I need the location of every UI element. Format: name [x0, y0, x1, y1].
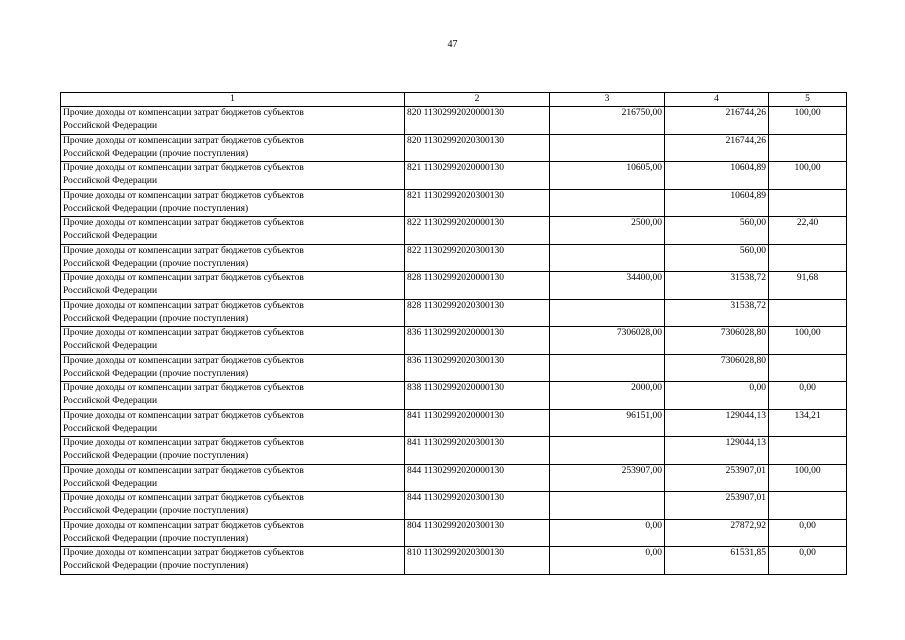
header-row: [61, 93, 847, 107]
budget-code-cell: 810 11302992020300130: [405, 547, 550, 575]
income-name-line-1: Прочие доходы от компенсации затрат бюджетов субъектов: [63, 438, 304, 448]
table-row: [61, 189, 847, 217]
income-name-cell: [61, 519, 405, 547]
income-name-line-2: Российской Федерации (прочие поступления): [63, 203, 249, 214]
planned-amount-cell: 0,00: [550, 547, 665, 575]
planned-amount-cell: [550, 299, 665, 327]
income-name-cell: [61, 299, 405, 327]
income-name-line-1: Прочие доходы от компенсации затрат бюджетов субъектов: [63, 520, 304, 531]
income-name-line-1: Прочие доходы от компенсации затрат бюджетов субъектов: [63, 355, 304, 366]
income-name-line-2: Российской Федерации (прочие поступления): [63, 533, 249, 544]
actual-amount-cell: 27872,92: [665, 519, 769, 547]
income-name-line-1: Прочие доходы от компенсации затрат бюджетов субъектов: [63, 108, 304, 118]
execution-percent-cell: 100,00: [769, 327, 847, 355]
budget-code-cell: 820 11302992020300130: [405, 134, 550, 162]
budget-code-cell: 821 11302992020000130: [405, 162, 550, 190]
income-name-line-2: Российской Федерации: [63, 396, 158, 406]
execution-percent-cell: [769, 299, 847, 327]
execution-percent-cell: [769, 354, 847, 382]
table-row: [61, 217, 847, 245]
budget-code-cell: 822 11302992020000130: [405, 217, 550, 245]
execution-percent-cell: 0,00: [769, 382, 847, 410]
actual-amount-cell: 253907,01: [665, 464, 769, 492]
actual-amount-cell: 216744,26: [665, 134, 769, 162]
table-row: [61, 437, 847, 465]
budget-code-cell: 821 11302992020300130: [405, 189, 550, 217]
execution-percent-cell: [769, 437, 847, 465]
planned-amount-cell: 2500,00: [550, 217, 665, 245]
income-name-line-1: Прочие доходы от компенсации затрат бюджетов субъектов: [63, 493, 304, 503]
table-row: [61, 244, 847, 272]
income-name-cell: [61, 162, 405, 190]
income-name-cell: [61, 134, 405, 162]
income-name-cell: [61, 409, 405, 437]
execution-percent-cell: [769, 244, 847, 272]
income-name-line-2: Российской Федерации (прочие поступления): [63, 148, 249, 159]
income-name-cell: [61, 327, 405, 355]
actual-amount-cell: 560,00: [665, 244, 769, 272]
page-number: 47: [447, 39, 458, 50]
actual-amount-cell: 10604,89: [665, 162, 769, 190]
income-name-line-2: Российской Федерации: [63, 176, 158, 186]
income-name-line-2: Российской Федерации: [63, 121, 158, 131]
execution-percent-cell: 134,21: [769, 409, 847, 437]
table-row: [61, 464, 847, 492]
execution-percent-cell: [769, 492, 847, 520]
table-row: [61, 492, 847, 520]
table-body: [61, 107, 847, 575]
execution-percent-cell: 0,00: [769, 519, 847, 547]
budget-code-cell: 836 11302992020300130: [405, 354, 550, 382]
planned-amount-cell: 216750,00: [550, 107, 665, 135]
actual-amount-cell: 10604,89: [665, 189, 769, 217]
income-name-cell: [61, 189, 405, 217]
execution-percent-cell: 100,00: [769, 162, 847, 190]
actual-amount-cell: 216744,26: [665, 107, 769, 135]
income-name-line-1: Прочие доходы от компенсации затрат бюджетов субъектов: [63, 300, 304, 311]
table-row: [61, 299, 847, 327]
income-name-line-1: Прочие доходы от компенсации затрат бюджетов субъектов: [63, 410, 304, 421]
table-row: [61, 272, 847, 300]
income-name-line-2: Российской Федерации (прочие поступления): [63, 368, 249, 379]
income-name-line-1: Прочие доходы от компенсации затрат бюджетов субъектов: [63, 328, 304, 338]
table-row: [61, 327, 847, 355]
income-name-line-1: Прочие доходы от компенсации затрат бюджетов субъектов: [63, 190, 304, 201]
execution-percent-cell: [769, 134, 847, 162]
column-header-2: 2: [405, 93, 550, 107]
actual-amount-cell: 560,00: [665, 217, 769, 245]
column-header-4: 4: [665, 93, 769, 107]
table-row: [61, 547, 847, 575]
table-row: [61, 134, 847, 162]
budget-code-cell: 838 11302992020000130: [405, 382, 550, 410]
budget-code-cell: 820 11302992020000130: [405, 107, 550, 135]
actual-amount-cell: 61531,85: [665, 547, 769, 575]
income-name-cell: [61, 107, 405, 135]
execution-percent-cell: 100,00: [769, 464, 847, 492]
income-name-line-1: Прочие доходы от компенсации затрат бюджетов субъектов: [63, 163, 304, 173]
execution-percent-cell: 91,68: [769, 272, 847, 300]
execution-percent-cell: 100,00: [769, 107, 847, 135]
income-name-line-2: Российской Федерации: [63, 341, 158, 351]
income-name-line-1: Прочие доходы от компенсации затрат бюджетов субъектов: [63, 135, 304, 146]
income-name-line-1: Прочие доходы от компенсации затрат бюджетов субъектов: [63, 273, 304, 283]
income-name-cell: [61, 382, 405, 410]
actual-amount-cell: 31538,72: [665, 299, 769, 327]
column-header-1: 1: [61, 93, 405, 107]
income-name-cell: [61, 464, 405, 492]
income-name-cell: [61, 217, 405, 245]
planned-amount-cell: 0,00: [550, 519, 665, 547]
planned-amount-cell: 96151,00: [550, 409, 665, 437]
income-name-line-2: Российской Федерации: [63, 478, 158, 489]
income-name-line-1: Прочие доходы от компенсации затрат бюджетов субъектов: [63, 465, 304, 476]
budget-code-cell: 836 11302992020000130: [405, 327, 550, 355]
table-row: [61, 162, 847, 190]
budget-code-cell: 828 11302992020000130: [405, 272, 550, 300]
planned-amount-cell: 34400,00: [550, 272, 665, 300]
income-name-line-2: Российской Федерации: [63, 286, 158, 296]
planned-amount-cell: [550, 492, 665, 520]
income-name-line-1: Прочие доходы от компенсации затрат бюджетов субъектов: [63, 245, 304, 256]
planned-amount-cell: [550, 437, 665, 465]
revenue-table: [60, 92, 847, 575]
actual-amount-cell: 7306028,80: [665, 354, 769, 382]
planned-amount-cell: 10605,00: [550, 162, 665, 190]
budget-code-cell: 844 11302992020300130: [405, 492, 550, 520]
budget-code-cell: 841 11302992020300130: [405, 437, 550, 465]
table-row: [61, 107, 847, 135]
income-name-line-2: Российской Федерации (прочие поступления): [63, 506, 249, 516]
income-name-cell: [61, 492, 405, 520]
income-name-cell: [61, 437, 405, 465]
execution-percent-cell: 0,00: [769, 547, 847, 575]
actual-amount-cell: 0,00: [665, 382, 769, 410]
income-name-line-2: Российской Федерации: [63, 231, 158, 241]
income-name-line-1: Прочие доходы от компенсации затрат бюджетов субъектов: [63, 548, 304, 558]
table-row: [61, 519, 847, 547]
planned-amount-cell: 7306028,00: [550, 327, 665, 355]
actual-amount-cell: 31538,72: [665, 272, 769, 300]
column-header-3: 3: [550, 93, 665, 107]
income-name-line-1: Прочие доходы от компенсации затрат бюджетов субъектов: [63, 383, 304, 393]
budget-code-cell: 822 11302992020300130: [405, 244, 550, 272]
table-row: [61, 382, 847, 410]
budget-code-cell: 844 11302992020000130: [405, 464, 550, 492]
execution-percent-cell: [769, 189, 847, 217]
planned-amount-cell: [550, 354, 665, 382]
income-name-cell: [61, 272, 405, 300]
income-name-cell: [61, 354, 405, 382]
planned-amount-cell: 253907,00: [550, 464, 665, 492]
budget-code-cell: 828 11302992020300130: [405, 299, 550, 327]
execution-percent-cell: 22,40: [769, 217, 847, 245]
planned-amount-cell: [550, 134, 665, 162]
budget-code-cell: 804 11302992020300130: [405, 519, 550, 547]
income-name-line-2: Российской Федерации (прочие поступления): [63, 258, 249, 269]
planned-amount-cell: [550, 244, 665, 272]
income-name-line-2: Российской Федерации (прочие поступления): [63, 313, 249, 324]
income-name-line-2: Российской Федерации (прочие поступления): [63, 561, 249, 571]
income-name-line-2: Российской Федерации: [63, 423, 158, 434]
budget-code-cell: 841 11302992020000130: [405, 409, 550, 437]
income-name-line-1: Прочие доходы от компенсации затрат бюджетов субъектов: [63, 218, 304, 228]
actual-amount-cell: 129044,13: [665, 437, 769, 465]
income-name-cell: [61, 244, 405, 272]
actual-amount-cell: 129044,13: [665, 409, 769, 437]
column-header-5: 5: [769, 93, 847, 107]
planned-amount-cell: [550, 189, 665, 217]
actual-amount-cell: 253907,01: [665, 492, 769, 520]
actual-amount-cell: 7306028,80: [665, 327, 769, 355]
income-name-line-2: Российской Федерации (прочие поступления): [63, 451, 249, 461]
planned-amount-cell: 2000,00: [550, 382, 665, 410]
table-row: [61, 409, 847, 437]
income-name-cell: [61, 547, 405, 575]
table-row: [61, 354, 847, 382]
